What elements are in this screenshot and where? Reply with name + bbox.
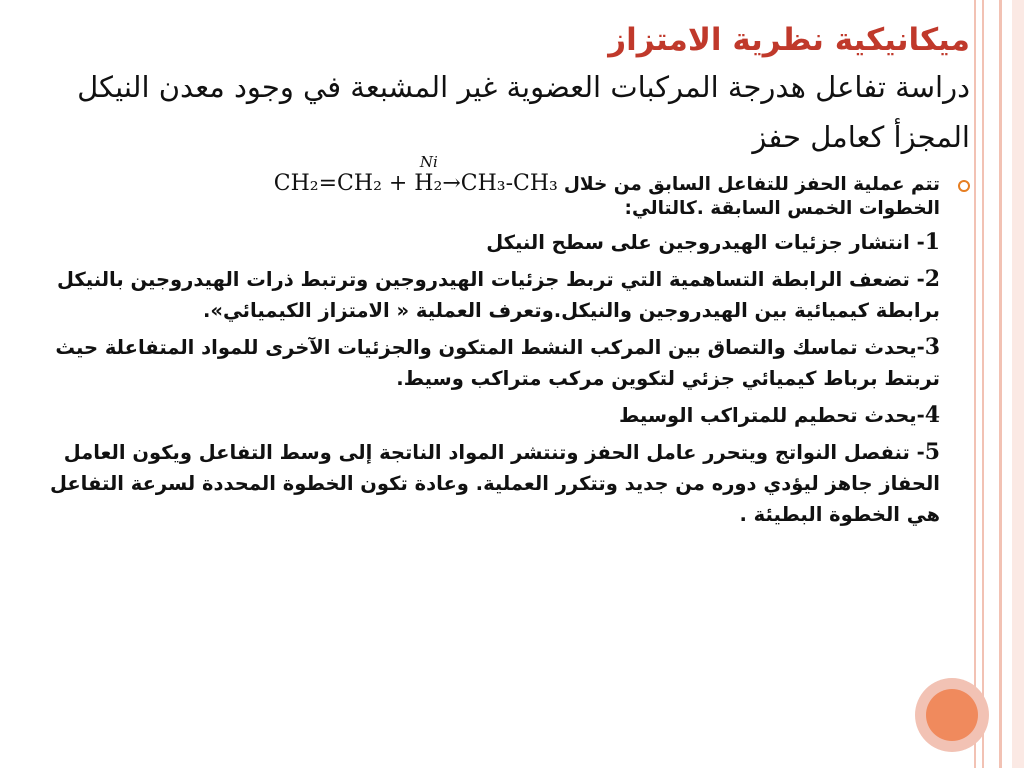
bullet-tail-text: الخطوات الخمس السابقة .كالتالي: <box>624 198 940 219</box>
step-2 <box>40 264 970 326</box>
slide-title: ميكانيكية نظرية الامتزاز <box>608 22 970 58</box>
step-number: 2 <box>924 266 940 292</box>
step-5 <box>40 437 970 530</box>
slide-content <box>40 18 970 758</box>
bullet-item <box>40 153 970 221</box>
decor-rail-1 <box>974 0 976 768</box>
step-text: - انتشار جزئيات الهيدروجين على سطح النيكل <box>486 231 925 254</box>
corner-circle-decoration <box>915 678 989 752</box>
catalyst-label: Ni <box>419 153 438 171</box>
step-number: 5 <box>924 439 940 465</box>
step-number: 1 <box>924 229 940 255</box>
equation-text: CH₂=CH₂ + H₂→CH₃-CH₃ <box>273 171 558 196</box>
step-3 <box>40 332 970 394</box>
decor-rail-4 <box>1012 0 1024 768</box>
decor-rail-2 <box>982 0 984 768</box>
step-number: 3 <box>924 334 940 360</box>
step-text: - تضعف الرابطة التساهمية التي تربط جزئيات الهيدروجين وترتبط ذرات الهيدروجين بالنيكل برابطة كيميائية بين الهيدروجين والنيكل.وتعرف العملية « الامتزاز الكيميائي». <box>57 268 940 322</box>
bullet-circle-icon <box>958 180 970 192</box>
step-4 <box>40 400 970 431</box>
step-text: - تنفصل النواتج ويتحرر عامل الحفز وتنتشر المواد الناتجة إلى وسط التفاعل ويكون العامل الحفاز جاهز ليؤدي دوره من جديد وتتكرر العملية. وعادة تكون الخطوة المحددة لسرعة التفاعل هي الخطوة البطيئة . <box>49 441 940 526</box>
slide-subtitle: دراسة تفاعل هدرجة المركبات العضوية غير المشبعة في وجود معدن النيكل المجزأ كعامل حفز <box>77 70 970 154</box>
decor-rail-3 <box>999 0 1002 768</box>
bullet-lead-text: تتم عملية الحفز للتفاعل السابق من خلال <box>563 174 940 195</box>
step-text: -يحدث تحطيم للمتراكب الوسيط <box>619 404 925 427</box>
step-number: 4 <box>924 402 940 428</box>
reaction-equation <box>273 153 558 196</box>
step-1 <box>40 227 970 258</box>
step-text: -يحدث تماسك والتصاق بين المركب النشط المتكون والجزئيات الآخرى للمواد المتفاعلة حيث تربتط برباط كيميائي جزئي لتكوين مركب متراكب وسيط. <box>55 336 940 390</box>
